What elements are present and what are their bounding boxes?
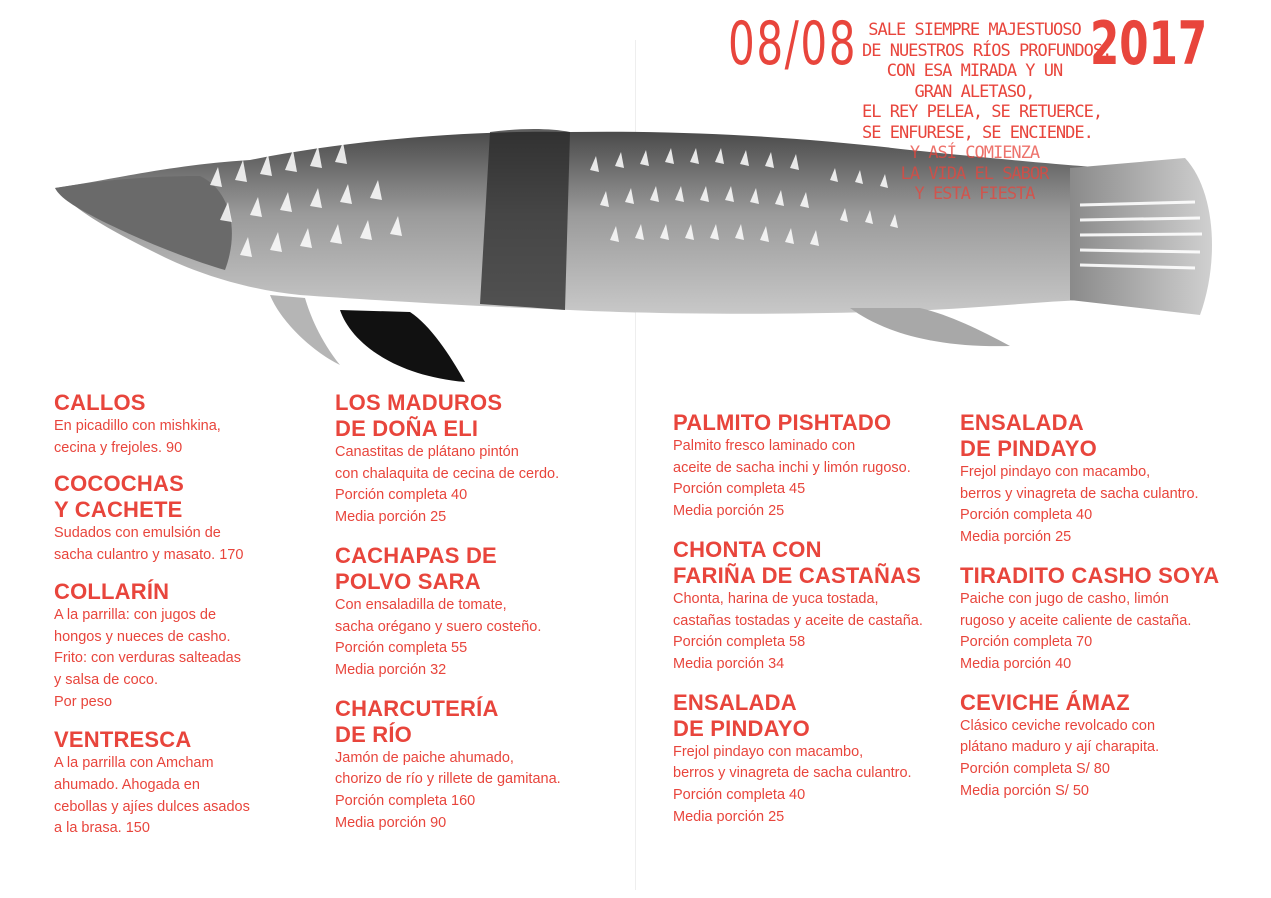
menu-item-desc: aceite de sacha inchi y limón rugoso. [673,459,911,476]
poem-line: Y ESTA FIESTA [914,184,1035,204]
menu-item-price: Media porción 25 [673,808,785,825]
menu-item-title: LOS MADUROS [335,390,503,415]
menu-item-desc: chorizo de río y rillete de gamitana. [335,771,561,788]
menu-item-desc: hongos y nueces de casho. [54,628,231,645]
menu-item-desc: Frito: con verduras salteadas [54,650,241,667]
menu-item-desc: Canastitas de plátano pintón [335,444,519,460]
menu-item-desc: berros y vinagreta de sacha culantro. [673,765,912,782]
poem [862,20,1112,205]
menu-item-price: Porción completa 70 [960,634,1093,651]
menu-item-desc: Palmito fresco laminado con [673,438,856,454]
menu-item-desc: Clásico ceviche revolcado con [960,717,1156,734]
menu-item-title: COLLARÍN [54,578,170,604]
menu-item-title: POLVO SARA [335,568,481,594]
menu-item-desc: En picadillo con mishkina, [54,418,221,434]
menu-item-price: Porción completa 45 [673,481,806,498]
menu-item-title: CHONTA CON [673,536,822,562]
menu-item-price: Media porción 25 [335,509,447,526]
poem-line: EL REY PELEA, SE RETUERCE, [862,102,1103,122]
menu-item-title: TIRADITO CASHO SOYA [960,562,1220,588]
menu-item-ensalada-pindayo [673,690,963,829]
event-date: 08/08 [728,9,858,79]
poem-line: GRAN ALETASO, [914,81,1035,102]
menu-item-price: Media porción 32 [335,661,447,678]
menu-item-title: DE RÍO [335,721,412,747]
menu-item-title: CHARCUTERÍA [335,695,499,721]
menu-item-desc: Sudados con emulsión de [54,525,221,542]
menu-item-desc: plátano maduro y ají charapita. [960,739,1160,756]
menu-item-desc: Frejol pindayo con macambo, [673,743,864,760]
menu-item-title: COCOCHAS [54,471,184,497]
menu-item-price: Media porción 40 [960,655,1072,672]
menu-item-price: Porción completa 58 [673,634,806,651]
poem-line: CON ESA MIRADA Y UN [886,61,1063,81]
menu-item-desc: ahumado. Ahogada en [54,777,200,794]
menu-column-1 [54,390,344,840]
menu-item-chonta [673,537,963,676]
menu-item-desc: A la parrilla: con jugos de [54,606,217,623]
menu-item-title: CALLOS [54,390,146,415]
menu-item-desc: Jamón de paiche ahumado, [335,749,514,766]
menu-item-cocochas [54,471,344,566]
menu-item-title: DE PINDAYO [673,715,810,741]
poem-line: DE NUESTROS RÍOS PROFUNDOS. [862,40,1112,61]
menu-item-charcuteria [335,696,625,835]
menu-item-desc: Frejol pindayo con macambo, [960,464,1151,480]
menu-item-price: Porción completa 55 [335,640,468,657]
menu-item-desc: cebollas y ajíes dulces asados [54,798,250,815]
menu-item-title: Y CACHETE [54,497,183,523]
menu-item-desc: rugoso y aceite caliente de castaña. [960,612,1192,629]
menu-item-title: ENSALADA [960,410,1084,435]
menu-item-title: FARIÑA DE CASTAÑAS [673,562,922,588]
menu-item-price: Media porción 90 [335,814,447,831]
menu-item-title: DE DOÑA ELI [335,416,479,441]
menu-item-title: DE PINDAYO [960,436,1097,461]
menu-item-title: VENTRESCA [54,727,192,753]
menu-item-price: Porción completa 40 [960,507,1093,524]
menu-item-price: Porción completa 40 [335,487,468,504]
menu-item-desc: Por peso [54,693,113,710]
poem-line: SE ENFURESE, SE ENCIENDE. [862,122,1093,143]
menu-item-price: Media porción S/ 50 [960,782,1089,799]
menu-column-2 [335,390,625,834]
poem-line: LA VIDA EL SABOR [900,163,1049,184]
menu-item-ceviche [960,690,1250,803]
menu-item-ventresca [54,727,344,840]
menu-item-tiradito [960,563,1250,676]
menu-item-desc: y salsa de coco. [54,671,158,688]
menu-item-desc: berros y vinagreta de sacha culantro. [960,485,1199,502]
event-year: 2017 [1090,9,1208,79]
menu-item-cachapas [335,543,625,682]
menu-item-price: Media porción 34 [673,655,785,672]
menu-item-title: PALMITO PISHTADO [673,410,892,435]
menu-item-desc: cecina y frejoles. 90 [54,439,183,456]
menu-item-desc: Paiche con jugo de casho, limón [960,590,1169,607]
menu-item-ensalada-pindayo-2 [960,410,1250,549]
menu-item-collarin [54,579,344,714]
menu-item-price: Media porción 25 [960,529,1072,546]
menu-column-3 [673,410,963,828]
menu-item-palmito [673,410,963,523]
poem-line: Y ASÍ COMIENZA [909,143,1040,163]
menu-item-callos [54,390,344,459]
menu-item-title: CEVICHE ÁMAZ [960,689,1130,715]
menu-item-title: CACHAPAS DE [335,542,497,568]
menu-item-desc: a la brasa. 150 [54,820,150,837]
menu-item-desc: A la parrilla con Amcham [54,755,214,772]
menu-item-desc: con chalaquita de cecina de cerdo. [335,465,560,482]
menu-column-4 [960,410,1250,802]
menu-item-desc: Con ensaladilla de tomate, [335,596,507,613]
menu-item-price: Porción completa S/ 80 [960,761,1110,778]
poem-line: SALE SIEMPRE MAJESTUOSO [868,20,1081,40]
menu-item-title: ENSALADA [673,689,797,715]
menu-item-maduros [335,390,625,529]
menu-item-price: Porción completa 40 [673,787,806,804]
menu-item-price: Porción completa 160 [335,793,476,810]
menu-item-desc: Chonta, harina de yuca tostada, [673,590,879,607]
menu-item-desc: sacha orégano y suero costeño. [335,618,542,635]
menu-item-price: Media porción 25 [673,503,785,520]
menu-item-desc: castañas tostadas y aceite de castaña. [673,612,923,629]
menu-item-desc: sacha culantro y masato. 170 [54,547,244,564]
